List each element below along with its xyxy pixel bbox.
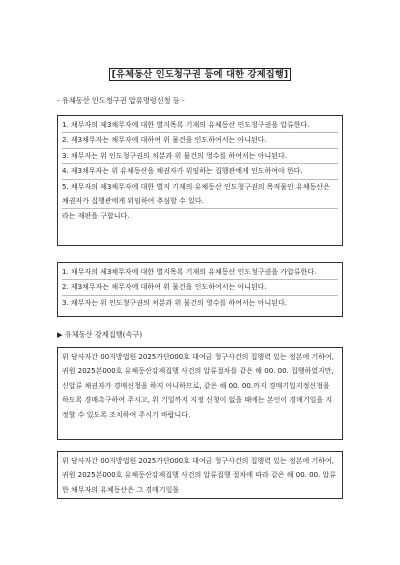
petition-box-seizure [57,115,343,246]
document-title [0,66,400,80]
petition-box-provisional-seizure [57,262,343,317]
box2-line-1: 1. 채무자의 제3채무자에 대한 별지목록 기재의 유체동산 인도청구권을 가압류한다. [62,265,338,280]
section-heading: ▶ 유체동산 강제집행(속구) [57,330,143,339]
subheading: - 유체동산 인도청구권 압류명령신청 등 - [57,96,185,105]
title-text: [유체동산 인도청구권 등에 대한 강제집행] [109,68,292,81]
execution-request-box [57,347,343,440]
box2-line-2: 2. 제3채무자는 채무자에 대하여 위 물건을 인도하여서는 아니된다. [62,280,338,295]
box1-line-6: 라는 재판을 구합니다. [62,212,130,221]
box1-line-2: 2. 제3채무자는 채무자에 대하여 위 물건을 인도하여서는 아니된다. [62,133,338,148]
execution-request-box-2 [57,451,343,499]
box1-line-1: 1. 채무자의 제3채무자에 대한 별지목록 기재의 유체동산 인도청구권을 압류한다. [62,118,338,133]
box4-text: 위 당사자간 00지방법원 2025가단000호 대여금 청구사건의 집행력 있는 정본에 기하여, 귀원 2025본000호 유체동산강제집행 사건의 압류집행 절차에 따라 같은 해 00. 00. 압류한 채무자의 유체동산은 그 경매기일을 [62,457,337,494]
box3-text: 위 당사자간 00지방법원 2025가단000호 대여금 청구사건의 집행력 있는 정본에 기하여, 귀원 2025본000호 유체동산강제집행 사건의 압류절차를 같은 해 00. 00. 집행하였지만, 신압류 채권자가 경매신청을 하지 아니하므로, 같은 해 00. 00.까지 경매기일지정신청을 하도록 경매촉구하여 주시고, 위 기일까지 지정 신청이 없을 때에는 본인이 경매기일을 지정할 수 있도록 조치하여 주시기 바랍니다. [62,353,334,419]
box1-line-5: 5. 채무자의 제3채무자에 대한 별지 기재의 유체동산 인도청구권의 목적물인 유체동산은 채권자가 집행관에게 위임하여 추심할 수 있다. [62,180,338,210]
box2-line-3: 3. 채무자는 위 인도청구권의 처분과 위 물건의 영수를 하여서는 아니된다. [62,298,288,307]
box1-line-3: 3. 채무자는 위 인도청구권의 처분과 위 물건의 영수를 하여서는 아니된다. [62,149,338,164]
box1-line-4: 4. 제3채무자는 위 유체동산을 채권자가 위임하는 집행관에게 인도하여야 한다. [62,164,338,179]
